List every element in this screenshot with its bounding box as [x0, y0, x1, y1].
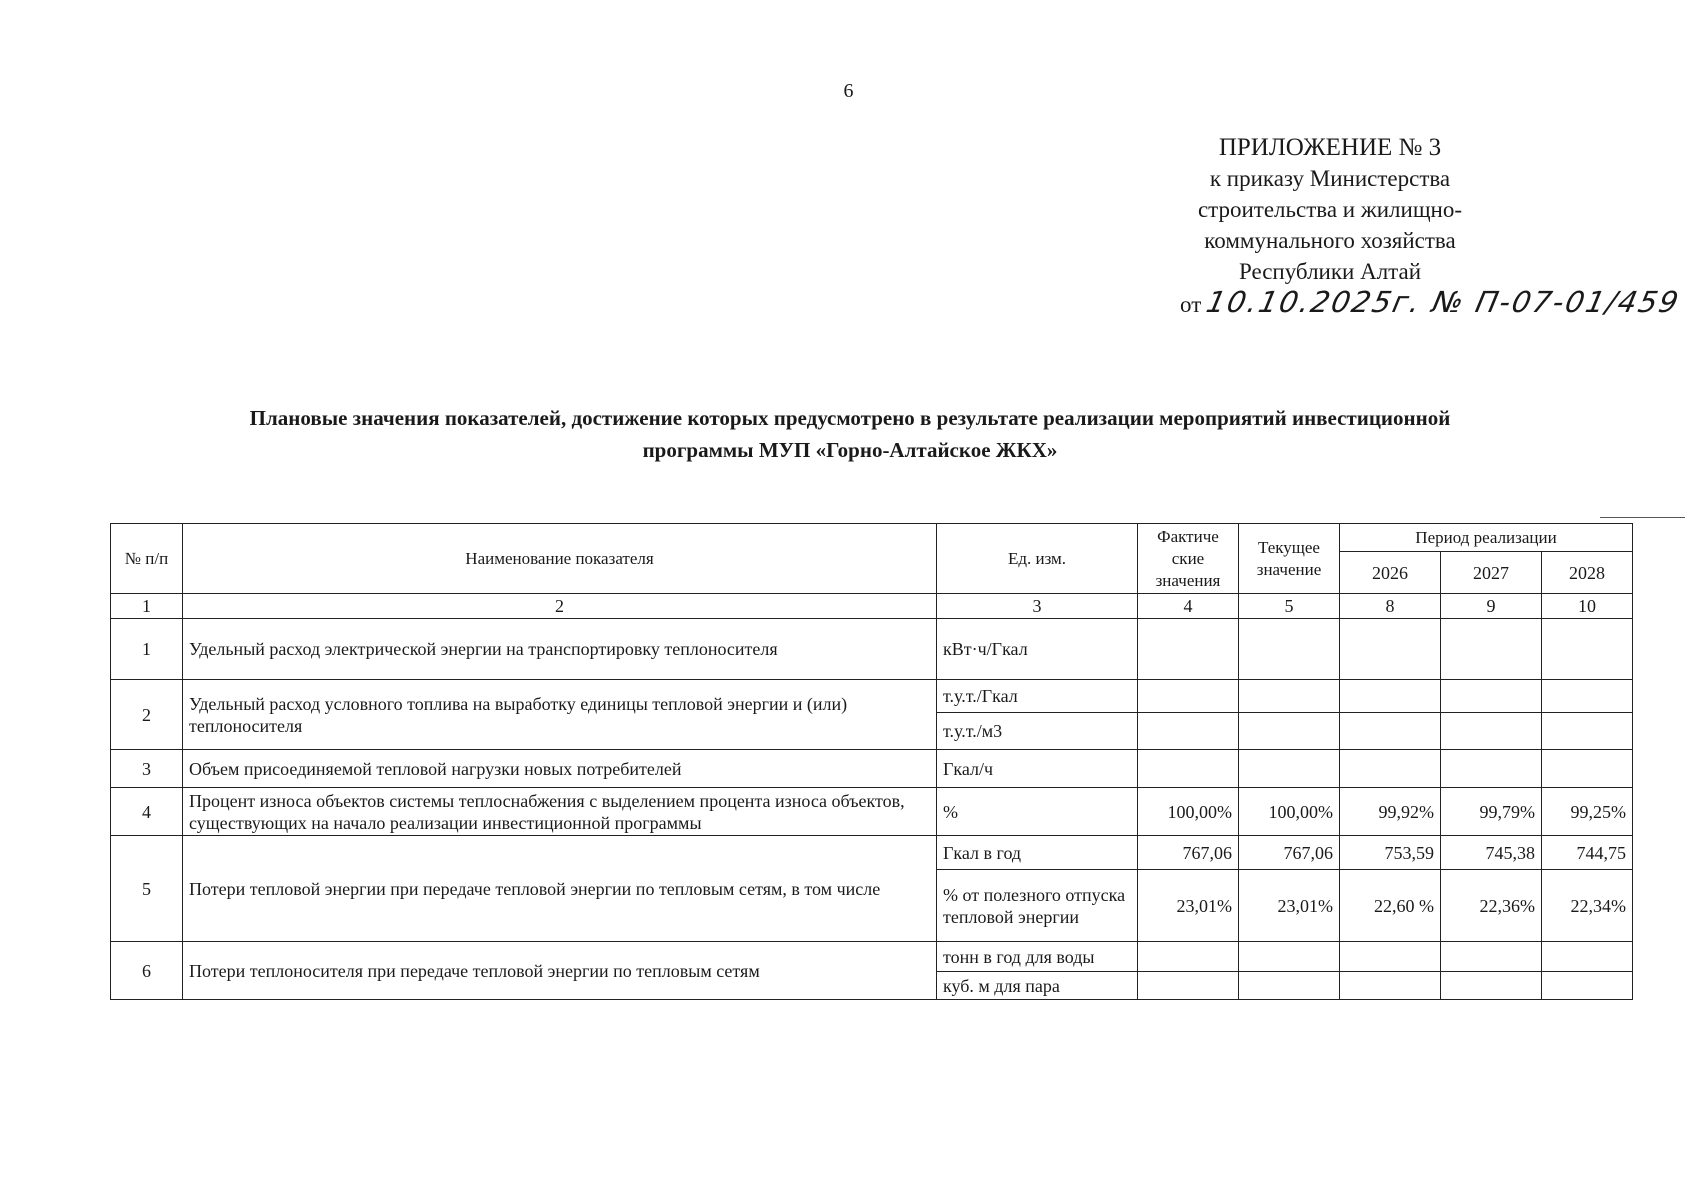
unit-cell: % от полезного отпуска тепловой энергии — [937, 870, 1138, 942]
value-cell — [1239, 750, 1340, 788]
value-cell: 767,06 — [1138, 836, 1239, 870]
value-cell — [1340, 972, 1441, 1000]
indicator-name: Объем присоединяемой тепловой нагрузки новых потребителей — [183, 750, 937, 788]
header-name: Наименование показателя — [183, 524, 937, 594]
value-cell: 99,25% — [1542, 788, 1633, 836]
unit-cell: т.у.т./Гкал — [937, 680, 1138, 713]
row-number: 2 — [111, 680, 183, 750]
document-title — [120, 402, 1580, 466]
divider-line — [1600, 517, 1685, 518]
value-cell — [1239, 942, 1340, 972]
column-number: 8 — [1340, 594, 1441, 619]
appendix-block — [1150, 132, 1510, 287]
column-number: 3 — [937, 594, 1138, 619]
value-cell — [1138, 619, 1239, 680]
value-cell — [1138, 750, 1239, 788]
value-cell — [1542, 680, 1633, 713]
value-cell — [1542, 942, 1633, 972]
column-number: 1 — [111, 594, 183, 619]
header-current: Текущее значение — [1239, 524, 1340, 594]
unit-cell: т.у.т./м3 — [937, 713, 1138, 750]
value-cell: 99,79% — [1441, 788, 1542, 836]
value-cell — [1340, 713, 1441, 750]
value-cell: 767,06 — [1239, 836, 1340, 870]
value-cell — [1542, 713, 1633, 750]
column-number: 4 — [1138, 594, 1239, 619]
unit-cell: кВт·ч/Гкал — [937, 619, 1138, 680]
value-cell — [1542, 619, 1633, 680]
value-cell — [1340, 942, 1441, 972]
value-cell: 22,36% — [1441, 870, 1542, 942]
table-row — [111, 750, 1633, 788]
appendix-line: строительства и жилищно- — [1197, 197, 1463, 222]
value-cell — [1340, 750, 1441, 788]
header-year: 2026 — [1340, 552, 1441, 594]
unit-cell: Гкал/ч — [937, 750, 1138, 788]
value-cell: 23,01% — [1138, 870, 1239, 942]
order-prefix: от — [1180, 292, 1202, 317]
table-row — [111, 942, 1633, 972]
row-number: 4 — [111, 788, 183, 836]
appendix-line: к приказу Министерства — [1209, 166, 1451, 191]
handwritten-order-number: 10.10.2025г. № П-07-01/459 — [1203, 285, 1684, 319]
indicators-table — [110, 523, 1633, 1000]
value-cell: 744,75 — [1542, 836, 1633, 870]
value-cell: 753,59 — [1340, 836, 1441, 870]
value-cell — [1441, 972, 1542, 1000]
indicator-name: Потери тепловой энергии при передаче тепловой энергии по тепловым сетям, в том числе — [183, 836, 937, 942]
appendix-heading: ПРИЛОЖЕНИЕ № 3 — [1218, 134, 1442, 161]
table-row — [111, 788, 1633, 836]
value-cell — [1239, 680, 1340, 713]
column-number: 2 — [183, 594, 937, 619]
indicator-name: Удельный расход электрической энергии на транспортировку теплоносителя — [183, 619, 937, 680]
row-number: 3 — [111, 750, 183, 788]
value-cell: 23,01% — [1239, 870, 1340, 942]
column-number: 9 — [1441, 594, 1542, 619]
indicator-name: Удельный расход условного топлива на выработку единицы тепловой энергии и (или) теплоносителя — [183, 680, 937, 750]
order-reference — [1180, 285, 1684, 325]
row-number: 5 — [111, 836, 183, 942]
value-cell — [1138, 942, 1239, 972]
value-cell — [1441, 713, 1542, 750]
table-row — [111, 680, 1633, 713]
header-num: № п/п — [111, 524, 183, 594]
header-year: 2027 — [1441, 552, 1542, 594]
value-cell: 100,00% — [1239, 788, 1340, 836]
value-cell — [1239, 619, 1340, 680]
header-actual: Фактиче ские значения — [1138, 524, 1239, 594]
value-cell — [1441, 619, 1542, 680]
value-cell — [1340, 680, 1441, 713]
value-cell — [1542, 972, 1633, 1000]
value-cell: 22,34% — [1542, 870, 1633, 942]
indicator-name: Потери теплоносителя при передаче тепловой энергии по тепловым сетям — [183, 942, 937, 1000]
value-cell: 100,00% — [1138, 788, 1239, 836]
header-period: Период реализации — [1340, 524, 1633, 552]
title-line-1: Плановые значения показателей, достижение которых предусмотрено в результате реализации мероприятий инвестиционной — [249, 406, 1451, 430]
value-cell — [1239, 713, 1340, 750]
row-number: 1 — [111, 619, 183, 680]
value-cell — [1138, 713, 1239, 750]
value-cell: 745,38 — [1441, 836, 1542, 870]
value-cell — [1441, 680, 1542, 713]
indicator-name: Процент износа объектов системы теплоснабжения с выделением процента износа объектов, существующих на начало реализации инвестиционной программы — [183, 788, 937, 836]
row-number: 6 — [111, 942, 183, 1000]
column-number: 5 — [1239, 594, 1340, 619]
value-cell — [1542, 750, 1633, 788]
column-number: 10 — [1542, 594, 1633, 619]
value-cell — [1441, 750, 1542, 788]
value-cell — [1239, 972, 1340, 1000]
value-cell — [1340, 619, 1441, 680]
value-cell — [1441, 942, 1542, 972]
value-cell — [1138, 680, 1239, 713]
value-cell: 99,92% — [1340, 788, 1441, 836]
unit-cell: % — [937, 788, 1138, 836]
value-cell — [1138, 972, 1239, 1000]
appendix-line: коммунального хозяйства — [1204, 228, 1456, 253]
value-cell: 22,60 % — [1340, 870, 1441, 942]
header-unit: Ед. изм. — [937, 524, 1138, 594]
unit-cell: куб. м для пара — [937, 972, 1138, 1000]
header-year: 2028 — [1542, 552, 1633, 594]
page-number: 6 — [843, 80, 854, 102]
appendix-line: Республики Алтай — [1238, 259, 1422, 284]
unit-cell: Гкал в год — [937, 836, 1138, 870]
table-row — [111, 836, 1633, 870]
title-line-2: программы МУП «Горно-Алтайское ЖКХ» — [642, 438, 1058, 462]
unit-cell: тонн в год для воды — [937, 942, 1138, 972]
table-row — [111, 619, 1633, 680]
